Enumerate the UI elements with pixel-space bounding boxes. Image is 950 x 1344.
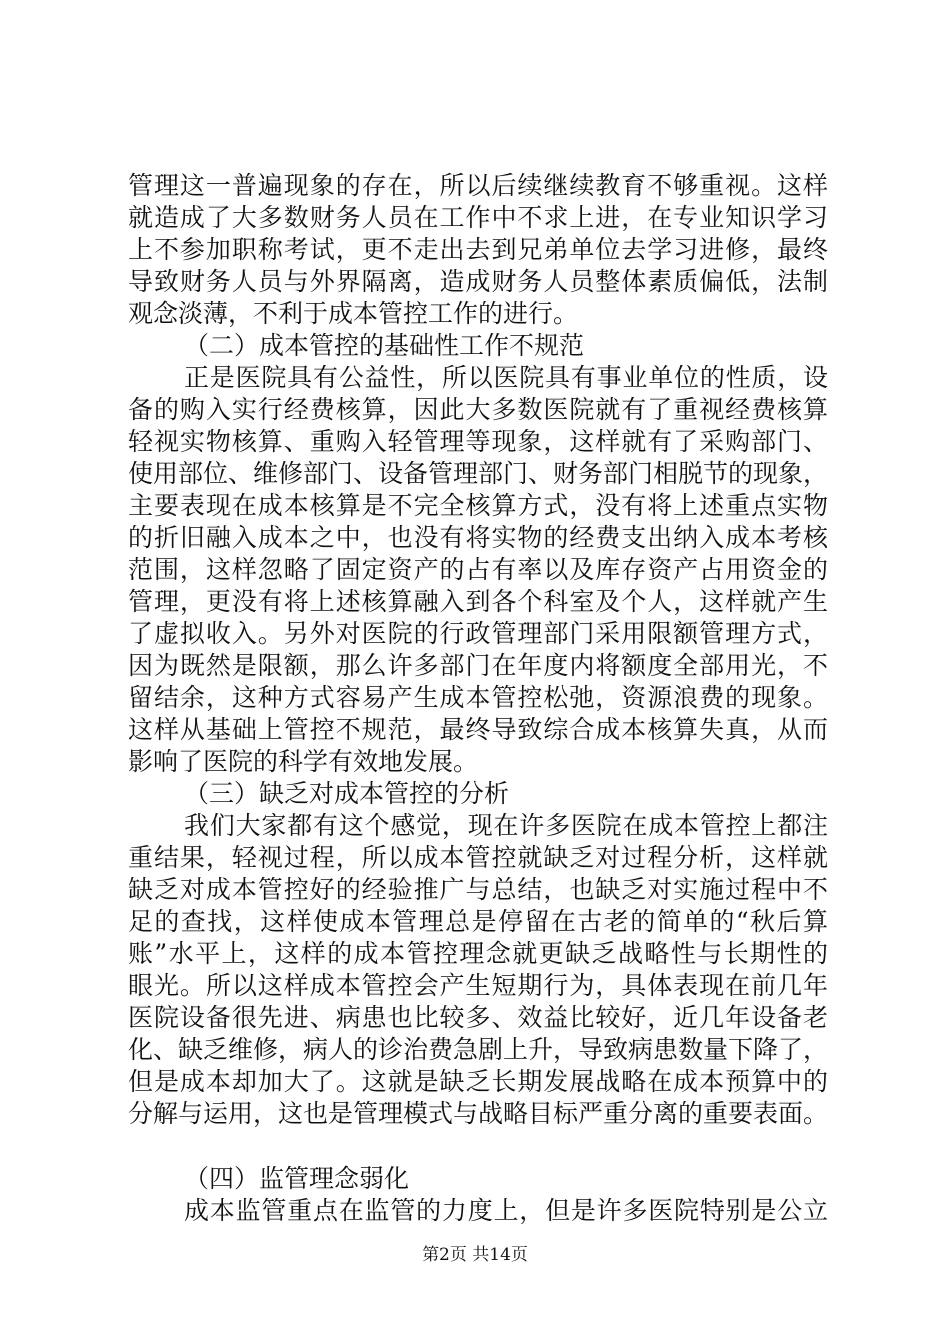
section-heading: （三）缺乏对成本管控的分析 xyxy=(184,779,510,808)
text-line: 轻视实物核算、重购入轻管理等现象，这样就有了采购部门、 xyxy=(128,427,828,456)
text-line: 观念淡薄，不利于成本管控工作的进行。 xyxy=(128,299,579,328)
text-line: 眼光。所以这样成本管控会产生短期行为，具体表现在前几年 xyxy=(128,971,828,1000)
document-body xyxy=(128,170,828,1227)
text-line: 足的查找，这样使成本管理总是停留在古老的简单的“秋后算 xyxy=(128,907,828,936)
blank-line xyxy=(128,1130,828,1163)
text-line: 留结余，这种方式容易产生成本管控松弛，资源浪费的现象。 xyxy=(128,683,828,712)
paragraph-first-line: 成本监管重点在监管的力度上，但是许多医院特别是公立 xyxy=(184,1196,828,1225)
text-line: 分解与运用，这也是管理模式与战略目标严重分离的重要表面。 xyxy=(128,1099,829,1128)
text-line: 这样从基础上管控不规范，最终导致综合成本核算失真，从而 xyxy=(128,715,828,744)
text-line: 主要表现在成本核算是不完全核算方式，没有将上述重点实物 xyxy=(128,491,828,520)
text-line: 因为既然是限额，那么许多部门在年度内将额度全部用光，不 xyxy=(128,651,828,680)
text-line: 管理，更没有将上述核算融入到各个科室及个人，这样就产生 xyxy=(128,587,828,616)
text-line: 备的购入实行经费核算，因此大多数医院就有了重视经费核算 xyxy=(128,395,828,424)
text-line: 上不参加职称考试，更不走出去到兄弟单位去学习进修，最终 xyxy=(128,235,828,264)
text-line: 了虚拟收入。另外对医院的行政管理部门采用限额管理方式， xyxy=(128,619,828,648)
text-line: 使用部位、维修部门、设备管理部门、财务部门相脱节的现象， xyxy=(128,459,829,488)
text-line: 管理这一普遍现象的存在，所以后续继续教育不够重视。这样 xyxy=(128,171,828,200)
text-line: 化、缺乏维修，病人的诊治费急剧上升，导致病患数量下降了， xyxy=(128,1035,829,1064)
text-line: 缺乏对成本管控好的经验推广与总结，也缺乏对实施过程中不 xyxy=(128,875,828,904)
text-line: 的折旧融入成本之中，也没有将实物的经费支出纳入成本考核 xyxy=(128,523,828,552)
paragraph-first-line: 我们大家都有这个感觉，现在许多医院在成本管控上都注 xyxy=(184,811,828,840)
paragraph-first-line: 正是医院具有公益性，所以医院具有事业单位的性质，设 xyxy=(184,363,828,392)
text-line: 就造成了大多数财务人员在工作中不求上进，在专业知识学习 xyxy=(128,203,828,232)
page-footer: 第2页 共14页 xyxy=(422,1245,528,1265)
section-heading: （二）成本管控的基础性工作不规范 xyxy=(184,331,585,360)
text-line: 但是成本却加大了。这就是缺乏长期发展战略在成本预算中的 xyxy=(128,1067,828,1096)
text-line: 导致财务人员与外界隔离，造成财务人员整体素质偏低，法制 xyxy=(128,267,828,296)
text-line: 范围，这样忽略了固定资产的占有率以及库存资产占用资金的 xyxy=(128,555,828,584)
section-heading: （四）监管理念弱化 xyxy=(184,1164,410,1193)
text-line: 账”水平上，这样的成本管控理念就更缺乏战略性与长期性的 xyxy=(128,939,828,968)
text-line: 影响了医院的科学有效地发展。 xyxy=(128,747,479,776)
text-line: 医院设备很先进、病患也比较多、效益比较好，近几年设备老 xyxy=(128,1003,828,1032)
text-line: 重结果，轻视过程，所以成本管控就缺乏对过程分析，这样就 xyxy=(128,843,828,872)
